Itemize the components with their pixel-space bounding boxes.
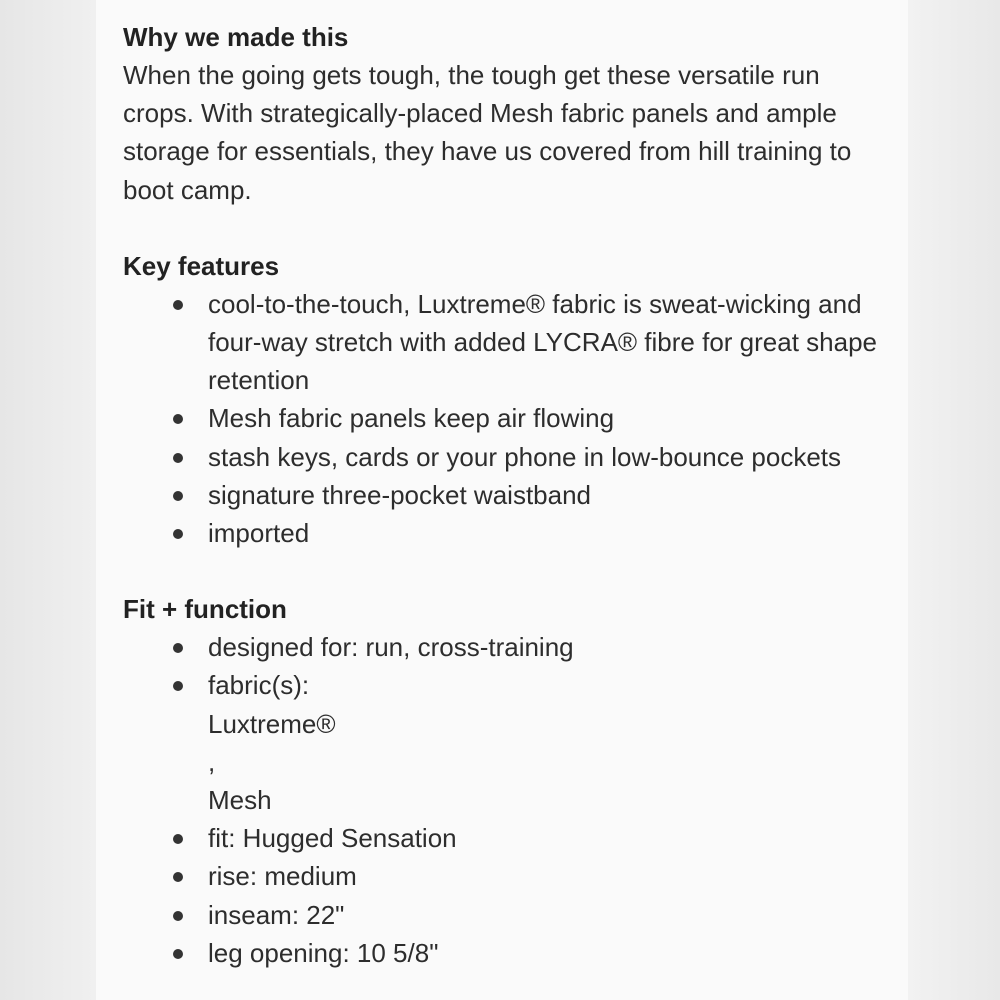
list-item: cool-to-the-touch, Luxtreme® fabric is sweat-wicking and four-way stretch with added LYCRA® fibre for great shape retention bbox=[123, 285, 888, 400]
list-item: imported bbox=[123, 514, 888, 552]
list-item: signature three-pocket waistband bbox=[123, 476, 888, 514]
why-body: When the going gets tough, the tough get these versatile run crops. With strategically-placed Mesh fabric panels and ample storage for essentials, they have us covered from hill training to boot camp. bbox=[123, 60, 852, 205]
fabric-mesh: Mesh bbox=[208, 785, 272, 816]
list-item-fit: fit: Hugged Sensation bbox=[123, 819, 888, 857]
fabric-separator: , bbox=[208, 746, 216, 777]
list-item-rise: rise: medium bbox=[123, 857, 888, 895]
fabric-luxtreme: Luxtreme® bbox=[208, 708, 336, 739]
fit-function-section bbox=[123, 590, 908, 972]
list-item-fabrics bbox=[123, 666, 888, 819]
list-item-designed-for: designed for: run, cross-training bbox=[123, 628, 888, 666]
fabrics-label: fabric(s): bbox=[208, 670, 310, 701]
fit-function-list bbox=[123, 628, 908, 972]
fit-function-heading: Fit + function bbox=[123, 594, 287, 625]
key-features-list bbox=[123, 285, 908, 552]
right-margin bbox=[908, 0, 1000, 1000]
why-heading: Why we made this bbox=[123, 22, 349, 52]
key-features-heading: Key features bbox=[123, 250, 280, 281]
left-margin bbox=[0, 0, 96, 1000]
product-description bbox=[96, 0, 908, 1000]
list-item-leg-opening: leg opening: 10 5/8" bbox=[123, 934, 888, 972]
list-item-inseam: inseam: 22" bbox=[123, 896, 888, 934]
list-item: Mesh fabric panels keep air flowing bbox=[123, 399, 888, 437]
why-section bbox=[123, 18, 908, 209]
list-item: stash keys, cards or your phone in low-bounce pockets bbox=[123, 438, 888, 476]
key-features-section bbox=[123, 247, 908, 552]
